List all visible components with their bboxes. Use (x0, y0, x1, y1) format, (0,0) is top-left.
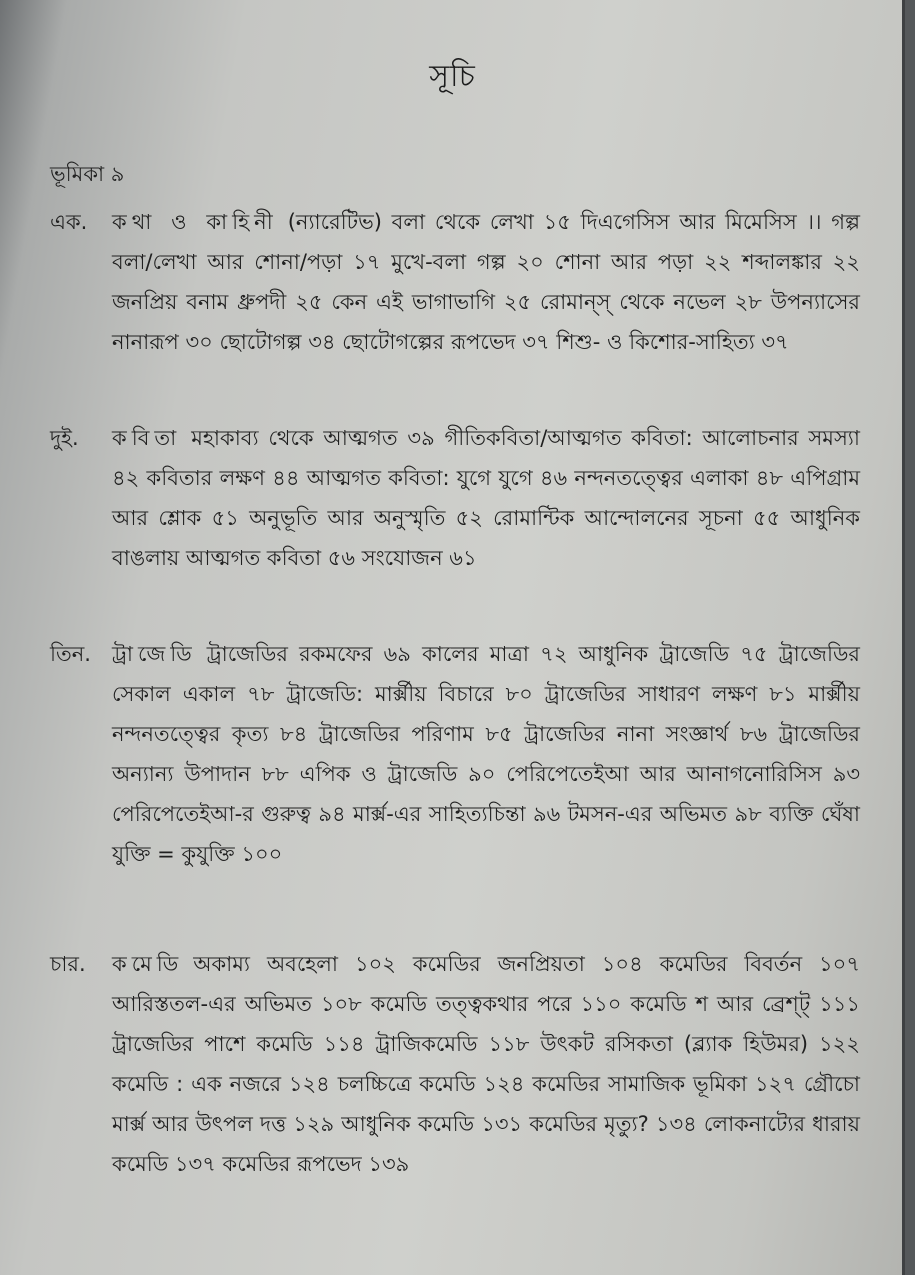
toc-section-2 (50, 418, 860, 578)
section-heading: ট্রাজেডি (112, 642, 197, 666)
preface-entry: ভূমিকা ৯ (50, 162, 125, 186)
section-number: এক. (50, 210, 88, 234)
section-entries: ট্রাজেডির রকমফের ৬৯ কালের মাত্রা ৭২ আধুনিক ট্রাজেডি ৭৫ ট্রাজেডির সেকাল একাল ৭৮ ট্রাজেডি: মার্ক্সীয় বিচারে ৮০ ট্রাজেডির সাধারণ লক্ষণ ৮১ মার্ক্সীয় নন্দনতত্ত্বের কৃত্য ৮৪ ট্রাজেডির পরিণাম ৮৫ ট্রাজেডির নানা সংজ্ঞার্থ ৮৬ ট্রাজেডির অন্যান্য উপাদান ৮৮ এপিক ও ট্রাজেডি ৯০ পেরিপেতেইআ আর আনাগনোরিসিস ৯৩ পেরিপেতেইআ-র গুরুত্ব ৯৪ মার্ক্স-এর সাহিত্যচিন্তা ৯৬ টমসন-এর অভিমত ৯৮ ব্যক্তি ঘেঁষা যুক্তি = কুযুক্তি ১০০ (112, 642, 860, 866)
section-entries: অকাম্য অবহেলা ১০২ কমেডির জনপ্রিয়তা ১০৪ কমেডির বিবর্তন ১০৭ আরিস্ততল-এর অভিমত ১০৮ কমেডি তত্ত্বকথার পরে ১১০ কমেডি শ আর ব্রেশ্‌ট্ ১১১ ট্রাজেডির পাশে কমেডি ১১৪ ট্রাজিকমেডি ১১৮ উৎকট রসিকতা (ব্ল্যাক হিউমর) ১২২ কমেডি : এক নজরে ১২৪ চলচ্চিত্রে কমেডি ১২৪ কমেডির সামাজিক ভূমিকা ১২৭ গ্রৌচো মার্ক্স আর উৎপল দত্ত ১২৯ আধুনিক কমেডি ১৩১ কমেডির মৃত্যু? ১৩৪ লোকনাট্যের ধারায় কমেডি ১৩৭ কমেডির রূপভেদ ১৩৯ (112, 952, 860, 1176)
page-title: সূচি (429, 59, 476, 94)
section-heading: কবিতা (112, 426, 182, 450)
section-body (112, 634, 860, 874)
section-entries: মহাকাব্য থেকে আত্মগত ৩৯ গীতিকবিতা/আত্মগত কবিতা: আলোচনার সমস্যা ৪২ কবিতার লক্ষণ ৪৪ আত্মগত কবিতা: যুগে যুগে ৪৬ নন্দনতত্ত্বের এলাকা ৪৮ এপিগ্রাম আর শ্লোক ৫১ অনুভূতি আর অনুস্মৃতি ৫২ রোমান্টিক আন্দোলনের সূচনা ৫৫ আধুনিক বাঙলায় আত্মগত কবিতা ৫৬ সংযোজন ৬১ (112, 426, 860, 570)
toc-section-3 (50, 634, 860, 874)
section-heading: কমেডি (112, 952, 184, 976)
section-number: দুই. (50, 426, 79, 450)
section-entries: (ন্যারেটিভ) বলা থেকে লেখা ১৫ দিএগেসিস আর মিমেসিস ।। গল্প বলা/লেখা আর শোনা/পড়া ১৭ মুখে-বলা গল্প ২০ শোনা আর পড়া ২২ শব্দালঙ্কার ২২ জনপ্রিয় বনাম ধ্রুপদী ২৫ কেন এই ভাগাভাগি ২৫ রোমান্স্ থেকে নভেল ২৮ উপন্যাসের নানারূপ ৩০ ছোটোগল্প ৩৪ ছোটোগল্পের রূপভেদ ৩৭ শিশু- ও কিশোর-সাহিত্য ৩৭ (112, 210, 860, 354)
section-number: চার. (50, 952, 86, 976)
toc-section-4 (50, 944, 860, 1184)
section-body (112, 944, 860, 1184)
toc-section-1 (50, 202, 860, 362)
section-body (112, 418, 860, 578)
section-body (112, 202, 860, 362)
section-heading: কথা ও কাহিনী (112, 210, 278, 234)
section-number: তিন. (50, 642, 91, 666)
